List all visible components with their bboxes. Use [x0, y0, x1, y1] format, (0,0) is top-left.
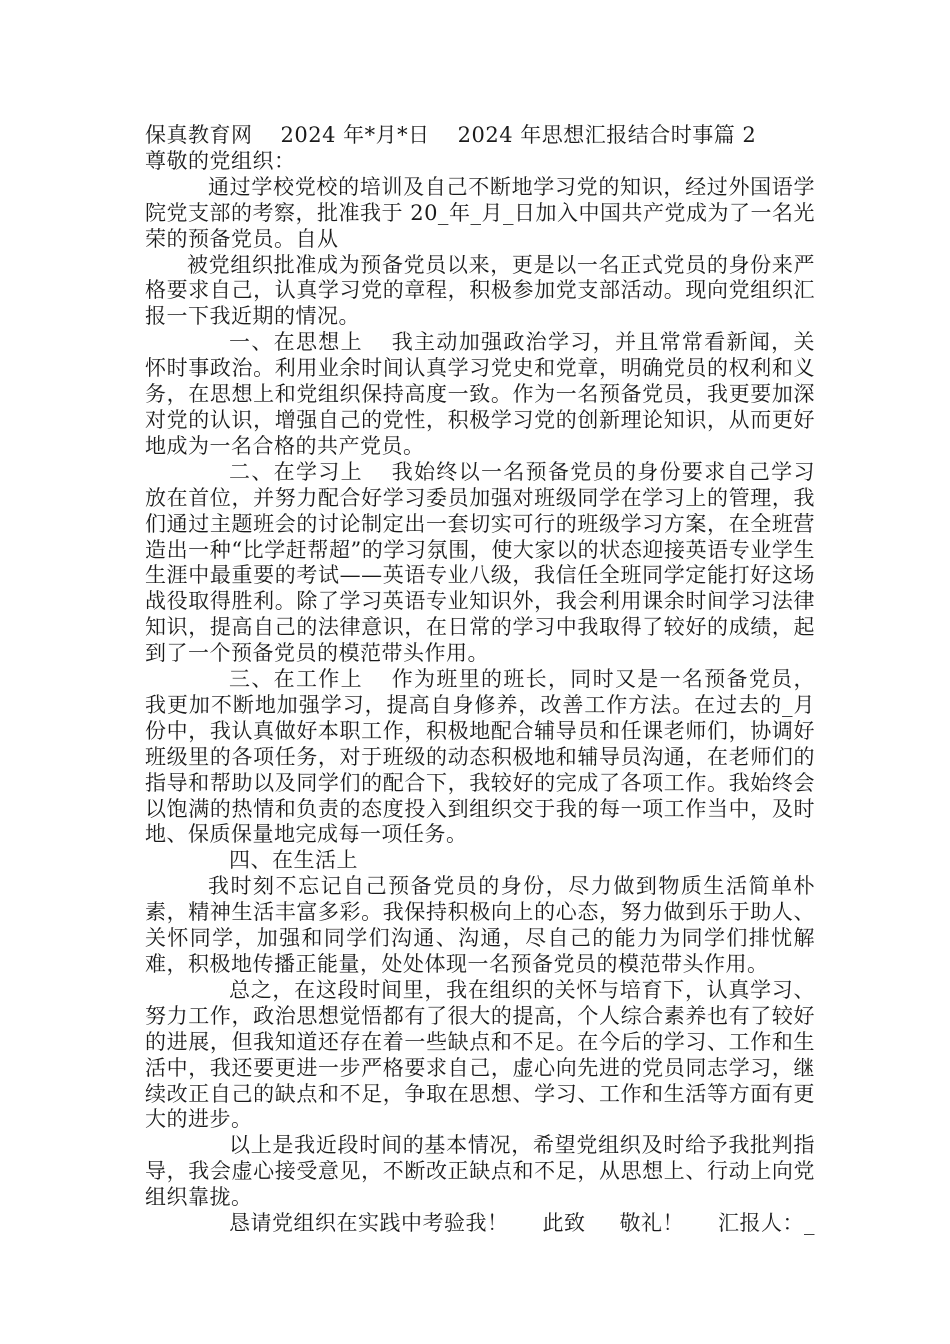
section-heading: 三、在工作上	[229, 667, 363, 692]
section-thought	[145, 330, 815, 460]
paragraph-intro-2: 被党组织批准成为预备党员以来，更是以一名正式党员的身份来严格要求自己，认真学习党的章程，积极参加党支部活动。现向党组织汇报一下我近期的情况。	[145, 252, 815, 329]
paragraph-closing: 以上是我近段时间的基本情况，希望党组织及时给予我批判指导，我会虚心接受意见，不断改正缺点和不足，从思想上、行动上向党组织靠拢。	[145, 1133, 815, 1210]
header-date: 2024 年*月*日	[280, 123, 430, 147]
section-life-body: 我时刻不忘记自己预备党员的身份，尽力做到物质生活简单朴素，精神生活丰富多彩。我保持积极向上的心态，努力做到乐于助人、关怀同学，加强和同学们沟通、沟通，尽自己的能力为同学们排忧解难，积极地传播正能量，处处体现一名预备党员的模范带头作用。	[145, 874, 815, 976]
ci-zhi-text: 此致	[542, 1211, 586, 1236]
document-title: 2024 年思想汇报结合时事篇 2	[457, 123, 757, 147]
section-body: 我主动加强政治学习，并且常常看新闻，关怀时事政治。利用业余时间认真学习党史和党章，明确党员的权利和义务，在思想上和党组织保持高度一致。作为一名预备党员，我更要加深对党的认识，增强自己的党性，积极学习党的创新理论知识，从而更好地成为一名合格的共产党员。	[145, 330, 816, 458]
section-heading: 二、在学习上	[229, 459, 363, 484]
paragraph-summary: 总之，在这段时间里，我在组织的关怀与培育下，认真学习、努力工作，政治思想觉悟都有了很大的提高，个人综合素养也有了较好的进展，但我知道还存在着一些缺点和不足。在今后的学习、工作和生活中，我还要更进一步严格要求自己，虚心向先进的党员同志学习，继续改正自己的缺点和不足，争取在思想、学习、工作和生活等方面有更大的进步。	[145, 977, 815, 1132]
closing-line	[145, 1211, 815, 1237]
section-heading: 一、在思想上	[229, 330, 363, 355]
section-life-heading: 四、在生活上	[229, 848, 358, 873]
salutation: 尊敬的党组织：	[145, 148, 296, 173]
section-work	[145, 667, 815, 848]
paragraph-intro-1: 通过学校党校的培训及自己不断地学习党的知识，经过外国语学院党支部的考察，批准我于 20_年_月_日加入中国共产党成为了一名光荣的预备党员。自从	[145, 174, 815, 251]
document-header	[145, 123, 815, 149]
reporter-label: 汇报人：_	[718, 1211, 815, 1236]
section-body: 我始终以一名预备党员的身份要求自己学习放在首位，并努力配合好学习委员加强对班级同学在学习上的管理，我们通过主题班会的讨论制定出一套切实可行的班级学习方案，在全班营造出一种“比学赶帮超”的学习氛围，使大家以的状态迎接英语专业学生生涯中最重要的考试——英语专业八级，我信任全班同学定能打好这场战役取得胜利。除了学习英语专业知识外，我会利用课余时间学习法律知识，提高自己的法律意识，在日常的学习中我取得了较好的成绩，起到了一个预备党员的模范带头作用。	[145, 459, 816, 666]
section-study	[145, 460, 815, 667]
plea-text: 恳请党组织在实践中考验我！	[229, 1211, 509, 1236]
document-body	[145, 123, 815, 1237]
jing-li-text: 敬礼！	[619, 1211, 684, 1236]
site-name: 保真教育网	[145, 123, 253, 147]
section-body: 作为班里的班长，同时又是一名预备党员，我更加不断地加强学习，提高自身修养，改善工作方法。在过去的_月份中，我认真做好本职工作，积极地配合辅导员和任课老师们，协调好班级里的各项任务，对于班级的动态积极地和辅导员沟通，在老师们的指导和帮助以及同学们的配合下，我较好的完成了各项工作。我始终会以饱满的热情和负责的态度投入到组织交于我的每一项工作当中，及时地、保质保量地完成每一项任务。	[145, 667, 816, 847]
